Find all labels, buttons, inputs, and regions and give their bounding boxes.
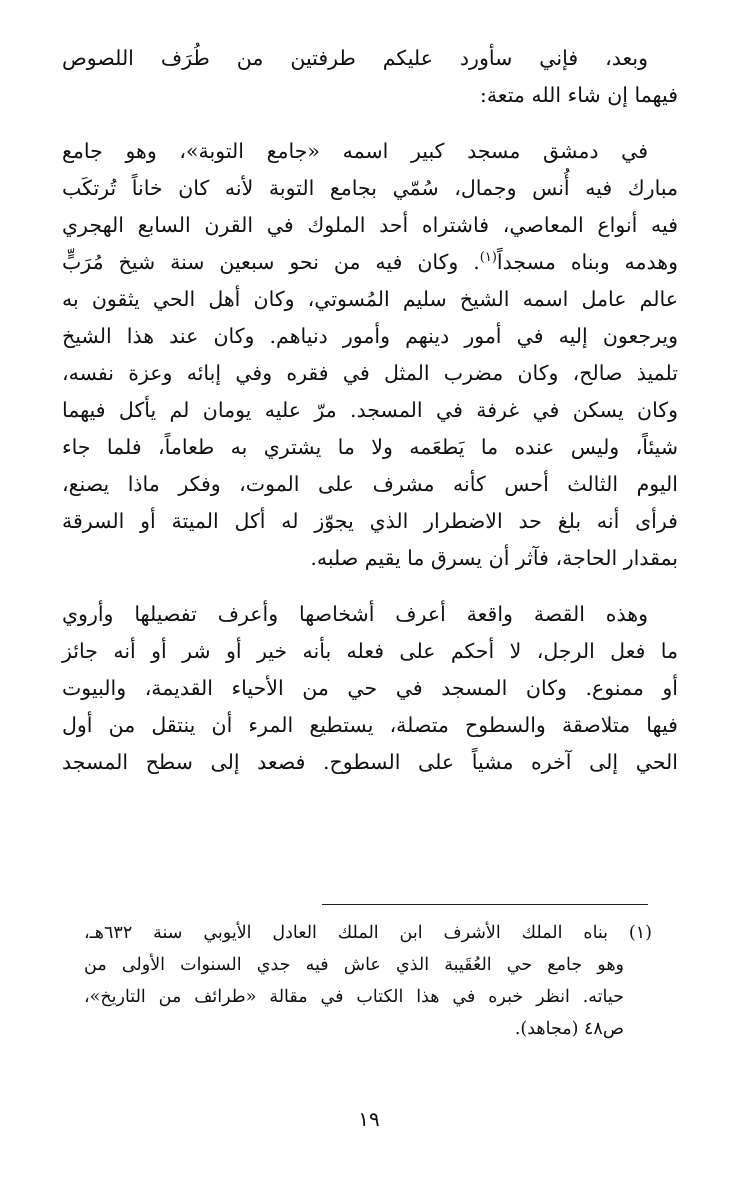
text-line: ما فعل الرجل، لا أحكم على فعله بأنه خير أو شر أو أنه جائز xyxy=(62,639,678,663)
text-line: الحي إلى آخره مشياً على السطوح. فصعد إلى سطح المسجد xyxy=(62,750,678,774)
text-line: وبعد، فإني سأورد عليكم طرفتين من طُرَف اللصوص xyxy=(62,46,648,70)
text-line: في دمشق مسجد كبير اسمه «جامع التوبة»، وهو جامع xyxy=(62,139,648,163)
text-line: وكان يسكن في غرفة في المسجد. مرّ عليه يومان لم يأكل فيهما xyxy=(62,398,678,422)
footnote xyxy=(84,917,652,1045)
text-line: تلميذ صالح، وكان مضرب المثل في فقره وفي إبائه وعزة نفسه، xyxy=(62,361,678,385)
text-line: فيها متلاصقة والسطوح متصلة، يستطيع المرء أن ينتقل من أول xyxy=(62,713,678,737)
footnote-line: وهو جامع حي العُقَيبة الذي عاش فيه جدي السنوات الأولى من xyxy=(84,955,624,975)
paragraph-intro xyxy=(62,40,678,114)
footnote-line: حياته. انظر خبره في هذا الكتاب في مقالة «طرائف من التاريخ»، xyxy=(84,987,624,1007)
text-line: أو ممنوع. وكان المسجد في حي من الأحياء القديمة، والبيوت xyxy=(62,676,678,700)
paragraph-context xyxy=(62,596,678,781)
page-number: ١٩ xyxy=(358,1107,380,1131)
text-line-with-footnote-ref xyxy=(62,244,678,281)
text-line: فيه أنواع المعاصي، فاشتراه أحد الملوك في القرن السابع الهجري xyxy=(62,213,678,237)
footnote-reference[interactable]: (١) xyxy=(479,250,497,266)
text-line: اليوم الثالث أحس كأنه مشرف على الموت، وفكر ماذا يصنع، xyxy=(62,472,678,496)
footnote-line: (١) بناه الملك الأشرف ابن الملك العادل الأيوبي سنة ٦٣٢هـ، xyxy=(84,923,652,943)
paragraph-story xyxy=(62,133,678,577)
text-line: شيئاً، وليس عنده ما يَطعَمه ولا ما يشتري به طعاماً، فلما جاء xyxy=(62,435,678,459)
text-line: فيهما إن شاء الله متعة: xyxy=(479,83,678,107)
footnote-line: ص٤٨ (مجاهد). xyxy=(514,1019,624,1039)
text-segment: وهدمه وبناه مسجداً xyxy=(496,250,678,274)
text-line: وهذه القصة واقعة أعرف أشخاصها وأعرف تفصيلها وأروي xyxy=(62,602,648,626)
text-line: فرأى أنه بلغ حد الاضطرار الذي يجوّز له أكل الميتة أو السرقة xyxy=(62,509,678,533)
footnote-separator xyxy=(322,904,648,905)
text-line: عالم عامل اسمه الشيخ سليم المُسوتي، وكان أهل الحي يثقون به xyxy=(62,287,678,311)
page-body xyxy=(62,40,678,781)
text-line: ويرجعون إليه في أمور دينهم وأمور دنياهم. وكان عند هذا الشيخ xyxy=(62,324,678,348)
text-line: مبارك فيه أُنس وجمال، سُمّي بجامع التوبة لأنه كان خاناً تُرتكَب xyxy=(62,176,678,200)
text-segment: . وكان فيه من نحو سبعين سنة شيخ مُرَبٍّ xyxy=(62,250,480,274)
text-line: بمقدار الحاجة، فآثر أن يسرق ما يقيم صلبه. xyxy=(310,546,678,570)
